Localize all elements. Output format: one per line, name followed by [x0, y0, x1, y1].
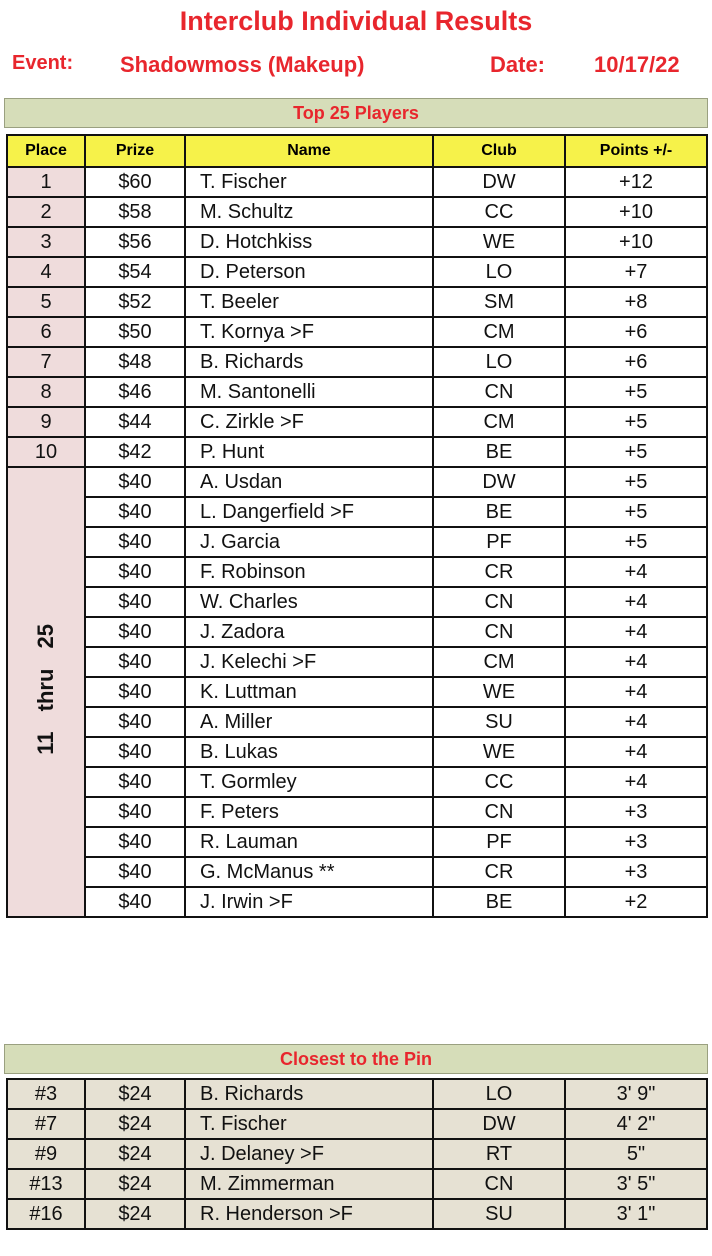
prize-cell: $24: [85, 1139, 185, 1169]
table-row: [7, 1109, 707, 1139]
player-name-cell: A. Usdan: [185, 467, 433, 497]
player-name-cell: K. Luttman: [185, 677, 433, 707]
points-cell: +2: [565, 887, 707, 917]
prize-cell: $60: [85, 167, 185, 197]
player-name-cell: B. Richards: [185, 1079, 433, 1109]
prize-cell: $40: [85, 797, 185, 827]
distance-cell: 3' 9": [565, 1079, 707, 1109]
club-cell: WE: [433, 737, 565, 767]
points-cell: +4: [565, 647, 707, 677]
hole-cell: #3: [7, 1079, 85, 1109]
prize-cell: $56: [85, 227, 185, 257]
club-cell: CN: [433, 587, 565, 617]
table-row: [7, 767, 707, 797]
prize-cell: $40: [85, 737, 185, 767]
player-name-cell: A. Miller: [185, 707, 433, 737]
prize-cell: $40: [85, 527, 185, 557]
player-name-cell: J. Irwin >F: [185, 887, 433, 917]
table-row: [7, 1139, 707, 1169]
prize-cell: $40: [85, 767, 185, 797]
player-name-cell: R. Henderson >F: [185, 1199, 433, 1229]
prize-cell: $40: [85, 557, 185, 587]
prize-cell: $24: [85, 1169, 185, 1199]
prize-cell: $40: [85, 587, 185, 617]
page-title: Interclub Individual Results: [179, 6, 533, 36]
prize-cell: $58: [85, 197, 185, 227]
table-row: [7, 617, 707, 647]
points-cell: +12: [565, 167, 707, 197]
table-row: [7, 167, 707, 197]
player-name-cell: T. Fischer: [185, 1109, 433, 1139]
club-cell: DW: [433, 467, 565, 497]
points-cell: +4: [565, 677, 707, 707]
points-cell: +3: [565, 827, 707, 857]
player-name-cell: F. Robinson: [185, 557, 433, 587]
club-cell: DW: [433, 1109, 565, 1139]
table-row: [7, 707, 707, 737]
club-cell: PF: [433, 827, 565, 857]
hole-cell: #9: [7, 1139, 85, 1169]
club-cell: SM: [433, 287, 565, 317]
table-row: [7, 497, 707, 527]
table-row: [7, 437, 707, 467]
points-cell: +4: [565, 707, 707, 737]
distance-cell: 3' 5": [565, 1169, 707, 1199]
club-cell: CR: [433, 557, 565, 587]
points-cell: +5: [565, 497, 707, 527]
column-header-club: Club: [433, 135, 565, 167]
prize-cell: $24: [85, 1109, 185, 1139]
club-cell: CC: [433, 197, 565, 227]
prize-cell: $40: [85, 887, 185, 917]
table-row: [7, 1199, 707, 1229]
points-cell: +5: [565, 407, 707, 437]
prize-cell: $50: [85, 317, 185, 347]
prize-cell: $54: [85, 257, 185, 287]
prize-cell: $24: [85, 1079, 185, 1109]
club-cell: CR: [433, 857, 565, 887]
club-cell: BE: [433, 887, 565, 917]
date-value: 10/17/22: [594, 52, 680, 77]
player-name-cell: T. Fischer: [185, 167, 433, 197]
closest-to-pin-table: [6, 1078, 708, 1230]
points-cell: +7: [565, 257, 707, 287]
club-cell: CM: [433, 407, 565, 437]
points-cell: +5: [565, 377, 707, 407]
place-cell: 1: [7, 167, 85, 197]
table-row: [7, 587, 707, 617]
player-name-cell: M. Zimmerman: [185, 1169, 433, 1199]
place-cell: 9: [7, 407, 85, 437]
points-cell: +6: [565, 317, 707, 347]
table-row: [7, 317, 707, 347]
player-name-cell: T. Gormley: [185, 767, 433, 797]
column-header-points: Points +/-: [565, 135, 707, 167]
player-name-cell: T. Kornya >F: [185, 317, 433, 347]
player-name-cell: F. Peters: [185, 797, 433, 827]
prize-cell: $42: [85, 437, 185, 467]
club-cell: CN: [433, 617, 565, 647]
player-name-cell: W. Charles: [185, 587, 433, 617]
club-cell: LO: [433, 1079, 565, 1109]
column-header-name: Name: [185, 135, 433, 167]
place-range-cell: [7, 467, 85, 917]
player-name-cell: J. Kelechi >F: [185, 647, 433, 677]
prize-cell: $44: [85, 407, 185, 437]
player-name-cell: C. Zirkle >F: [185, 407, 433, 437]
table-row: [7, 647, 707, 677]
prize-cell: $40: [85, 827, 185, 857]
table-row: [7, 467, 707, 497]
closest-to-pin-section-title: Closest to the Pin: [4, 1044, 708, 1074]
prize-cell: $40: [85, 677, 185, 707]
points-cell: +3: [565, 857, 707, 887]
hole-cell: #7: [7, 1109, 85, 1139]
prize-cell: $40: [85, 857, 185, 887]
player-name-cell: J. Zadora: [185, 617, 433, 647]
table-row: [7, 407, 707, 437]
points-cell: +3: [565, 797, 707, 827]
points-cell: +4: [565, 737, 707, 767]
points-cell: +4: [565, 767, 707, 797]
player-name-cell: R. Lauman: [185, 827, 433, 857]
prize-cell: $52: [85, 287, 185, 317]
club-cell: SU: [433, 1199, 565, 1229]
hole-cell: #13: [7, 1169, 85, 1199]
club-cell: BE: [433, 497, 565, 527]
place-cell: 7: [7, 347, 85, 377]
table-row: [7, 737, 707, 767]
table-row: [7, 287, 707, 317]
table-row: [7, 527, 707, 557]
hole-cell: #16: [7, 1199, 85, 1229]
points-cell: +10: [565, 197, 707, 227]
prize-cell: $40: [85, 647, 185, 677]
club-cell: CN: [433, 1169, 565, 1199]
table-row: [7, 857, 707, 887]
club-cell: LO: [433, 347, 565, 377]
player-name-cell: M. Schultz: [185, 197, 433, 227]
player-name-cell: B. Lukas: [185, 737, 433, 767]
club-cell: RT: [433, 1139, 565, 1169]
player-name-cell: J. Garcia: [185, 527, 433, 557]
points-cell: +4: [565, 617, 707, 647]
player-name-cell: D. Peterson: [185, 257, 433, 287]
table-row: [7, 677, 707, 707]
club-cell: CN: [433, 377, 565, 407]
prize-cell: $40: [85, 497, 185, 527]
club-cell: PF: [433, 527, 565, 557]
table-row: [7, 827, 707, 857]
place-cell: 3: [7, 227, 85, 257]
distance-cell: 5": [565, 1139, 707, 1169]
column-header-prize: Prize: [85, 135, 185, 167]
points-cell: +8: [565, 287, 707, 317]
prize-cell: $40: [85, 467, 185, 497]
prize-cell: $46: [85, 377, 185, 407]
distance-cell: 3' 1": [565, 1199, 707, 1229]
event-label: Event:: [12, 52, 74, 74]
points-cell: +10: [565, 227, 707, 257]
table-row: [7, 557, 707, 587]
table-row: [7, 257, 707, 287]
club-cell: CM: [433, 317, 565, 347]
points-cell: +4: [565, 557, 707, 587]
points-cell: +5: [565, 467, 707, 497]
points-cell: +5: [565, 527, 707, 557]
prize-cell: $40: [85, 617, 185, 647]
table-row: [7, 1169, 707, 1199]
prize-cell: $24: [85, 1199, 185, 1229]
place-cell: 4: [7, 257, 85, 287]
club-cell: SU: [433, 707, 565, 737]
table-row: [7, 347, 707, 377]
club-cell: WE: [433, 677, 565, 707]
player-name-cell: P. Hunt: [185, 437, 433, 467]
prize-cell: $40: [85, 707, 185, 737]
player-name-cell: L. Dangerfield >F: [185, 497, 433, 527]
top-players-table: [6, 134, 708, 918]
event-name: Shadowmoss (Makeup): [120, 52, 365, 77]
points-cell: +6: [565, 347, 707, 377]
place-range-label: 11 thru 25: [33, 623, 58, 755]
table-row: [7, 1079, 707, 1109]
table-row: [7, 227, 707, 257]
top-players-section-title: Top 25 Players: [4, 98, 708, 128]
table-row: [7, 797, 707, 827]
player-name-cell: T. Beeler: [185, 287, 433, 317]
player-name-cell: M. Santonelli: [185, 377, 433, 407]
top-players-header-row: [7, 135, 707, 167]
club-cell: LO: [433, 257, 565, 287]
club-cell: WE: [433, 227, 565, 257]
place-cell: 5: [7, 287, 85, 317]
player-name-cell: D. Hotchkiss: [185, 227, 433, 257]
club-cell: BE: [433, 437, 565, 467]
player-name-cell: B. Richards: [185, 347, 433, 377]
distance-cell: 4' 2": [565, 1109, 707, 1139]
player-name-cell: G. McManus **: [185, 857, 433, 887]
table-row: [7, 887, 707, 917]
prize-cell: $48: [85, 347, 185, 377]
place-cell: 2: [7, 197, 85, 227]
place-cell: 8: [7, 377, 85, 407]
table-row: [7, 377, 707, 407]
column-header-place: Place: [7, 135, 85, 167]
player-name-cell: J. Delaney >F: [185, 1139, 433, 1169]
club-cell: DW: [433, 167, 565, 197]
club-cell: CN: [433, 797, 565, 827]
table-row: [7, 197, 707, 227]
date-label: Date:: [490, 52, 546, 77]
points-cell: +5: [565, 437, 707, 467]
points-cell: +4: [565, 587, 707, 617]
place-cell: 10: [7, 437, 85, 467]
club-cell: CC: [433, 767, 565, 797]
place-cell: 6: [7, 317, 85, 347]
club-cell: CM: [433, 647, 565, 677]
